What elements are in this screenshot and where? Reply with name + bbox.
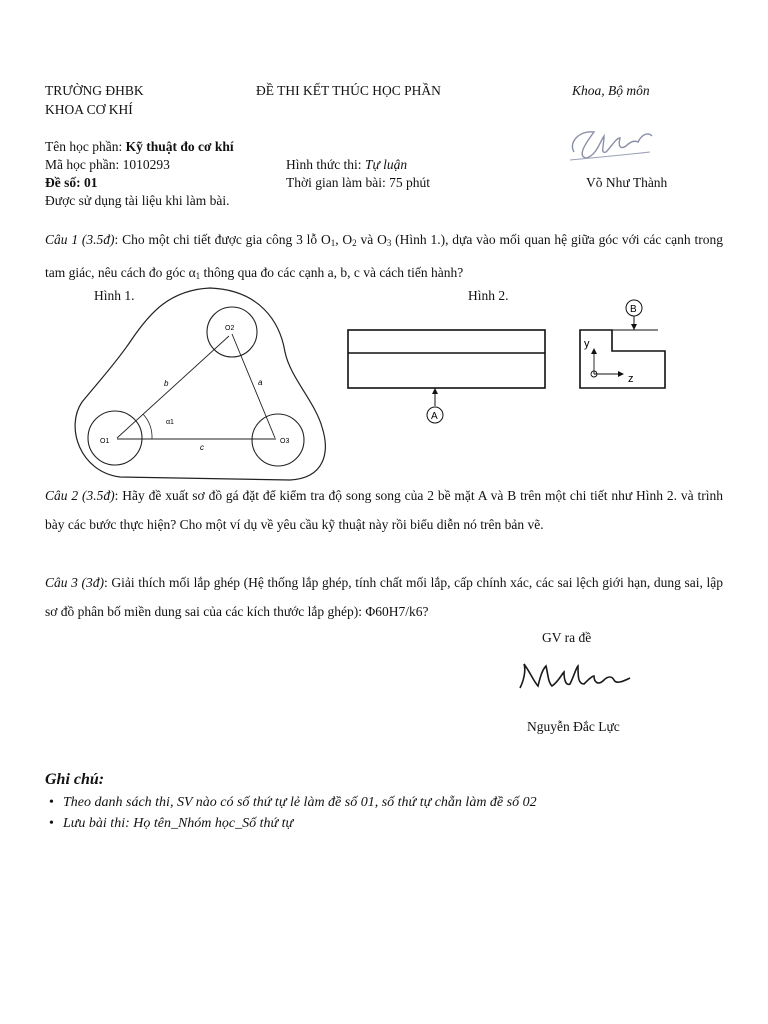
- form-value: Tự luận: [364, 157, 408, 172]
- question-2: [45, 481, 723, 539]
- dept-signature-image: [560, 112, 660, 170]
- question-1-text: , O: [335, 232, 353, 247]
- label-o1: O1: [100, 438, 110, 445]
- datum-a-label: A: [431, 411, 438, 422]
- question-3-text: : Giải thích mối lắp ghép (Hệ thống lắp ghép, tính chất mối lắp, cấp chính xác, các sai lệch giới hạn, dung sai, lập sơ đồ phân bố miền dung sai của các kích thước lắp ghép): Φ60H7/k6?: [45, 575, 723, 619]
- signature-role: GV ra đề: [542, 630, 592, 645]
- signature-name: Nguyễn Đắc Lực: [527, 719, 620, 734]
- label-alpha: α1: [166, 419, 174, 426]
- form-label: Hình thức thi:: [286, 157, 365, 172]
- axis-y-arrow: [591, 348, 597, 354]
- question-1-label: Câu 1 (3.5đ): [45, 232, 115, 247]
- code-label: Mã học phần:: [45, 157, 123, 172]
- subscript: 1: [330, 238, 336, 248]
- axis-z-label: z: [628, 373, 634, 385]
- figure-2-label: Hình 2.: [468, 288, 509, 303]
- part-side-view: [580, 330, 665, 388]
- part-front-view: [348, 330, 545, 388]
- question-1-text: thông qua đo các cạnh a, b, c và cách tiến hành?: [200, 265, 464, 280]
- question-1-text: : Cho một chi tiết được gia công 3 lỗ O: [114, 232, 331, 247]
- subscript: 2: [352, 238, 357, 248]
- notes-title: Ghi chú:: [45, 771, 105, 788]
- figure-1-drawing: [60, 282, 335, 482]
- exam-number-label: Đề số:: [45, 175, 84, 190]
- label-o3: O3: [280, 438, 290, 445]
- time-line: [286, 175, 430, 191]
- list-item: • Lưu bài thi: Họ tên_Nhóm học_Số thứ tự: [45, 813, 537, 834]
- materials-note: Được sử dụng tài liệu khi làm bài.: [45, 193, 230, 208]
- course-label: Tên học phần:: [45, 139, 126, 154]
- angle-arc: [143, 414, 152, 439]
- list-item: • Theo danh sách thi, SV nào có số thứ tự lẻ làm đề số 01, số thứ tự chẵn làm đề số 02: [45, 792, 537, 813]
- school-name: TRƯỜNG ĐHBK: [45, 83, 144, 98]
- arrow-b-head: [631, 324, 637, 330]
- code-value: 1010293: [122, 157, 170, 172]
- dept-signer-name: Võ Như Thành: [586, 175, 668, 190]
- figure-1-label: Hình 1.: [94, 288, 135, 303]
- dept-label: Khoa, Bộ môn: [572, 83, 650, 98]
- time-label: Thời gian làm bài:: [286, 175, 390, 190]
- axis-y-label: y: [584, 338, 590, 350]
- faculty-name: KHOA CƠ KHÍ: [45, 102, 133, 117]
- lecturer-signature-image: [512, 652, 642, 702]
- edge-a: [232, 334, 275, 438]
- course-line: [45, 139, 234, 155]
- form-line: [286, 157, 407, 173]
- hole-o1: [88, 411, 142, 465]
- subscript: 3: [386, 238, 392, 248]
- question-2-text: : Hãy đề xuất sơ đồ gá đặt để kiểm tra độ song song của 2 bề mặt A và B trên một chi tiết như Hình 2. và trình bày các bước thực hiện? Cho một ví dụ về yêu cầu kỹ thuật này rồi biểu diễn nó trên bản vẽ.: [45, 488, 723, 532]
- question-1-text: và O: [356, 232, 387, 247]
- exam-number-line: [45, 175, 98, 191]
- figure-2-drawing: [340, 294, 670, 430]
- label-b: b: [164, 379, 169, 388]
- question-1-text: (Hình 1.), dựa vào mối quan hệ giữa góc với các cạnh trong tam giác, nêu cách đo góc α: [45, 232, 723, 280]
- notes-list: [45, 792, 537, 834]
- code-line: [45, 157, 170, 173]
- label-a: a: [258, 378, 263, 387]
- datum-b-label: B: [630, 304, 637, 315]
- label-c: c: [200, 443, 204, 452]
- question-3-label: Câu 3 (3đ): [45, 575, 105, 590]
- time-value: 75 phút: [389, 175, 431, 190]
- subscript: 1: [195, 271, 201, 281]
- question-2-label: Câu 2 (3.5đ): [45, 488, 115, 503]
- arrow-a-head: [432, 388, 438, 394]
- hole-o3: [252, 414, 304, 466]
- question-3: [45, 568, 723, 626]
- course-name: Kỹ thuật đo cơ khí: [125, 139, 234, 154]
- exam-title: ĐỀ THI KẾT THÚC HỌC PHẦN: [256, 83, 441, 98]
- axis-z-arrow: [618, 371, 624, 377]
- exam-number-value: 01: [84, 175, 98, 190]
- label-o2: O2: [225, 325, 235, 332]
